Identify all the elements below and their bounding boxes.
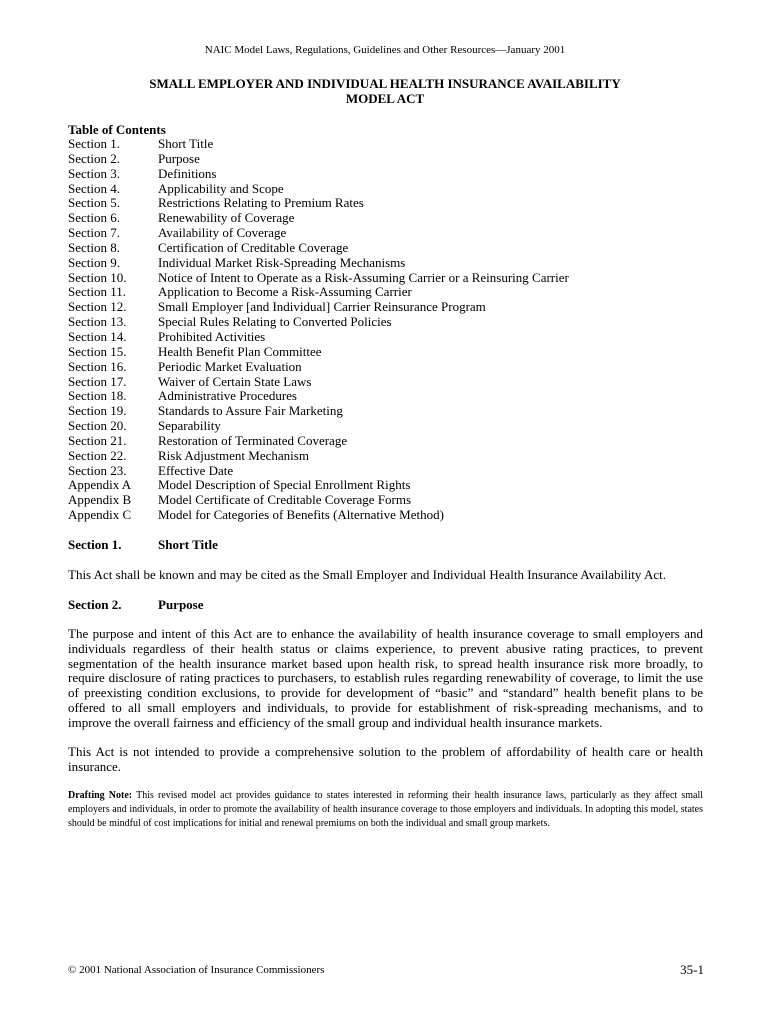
toc-entry-number: Section 8.: [68, 239, 120, 255]
toc-entry-number: Section 16.: [68, 358, 127, 374]
toc-entry-number: Section 9.: [68, 254, 120, 270]
toc-entry: [68, 449, 708, 464]
section-2-paragraph-2: This Act is not intended to provide a comprehensive solution to the problem of affordability of health care or health insurance.: [68, 744, 703, 774]
toc-entry-label: Prohibited Activities: [158, 328, 266, 344]
toc-entry-label: Model for Categories of Benefits (Alternative Method): [158, 507, 444, 523]
section-1-text: This Act shall be known and may be cited as the Small Employer and Individual Health Insurance Availability Act.: [68, 567, 666, 582]
toc-entry-number: Section 12.: [68, 299, 127, 315]
toc-entry: [68, 345, 708, 360]
toc-entry-label: Individual Market Risk-Spreading Mechanisms: [158, 254, 406, 270]
toc-entry-label: Restrictions Relating to Premium Rates: [158, 195, 364, 211]
toc-entry-number: Section 11.: [68, 284, 127, 300]
toc-entry-label: Applicability and Scope: [158, 180, 284, 196]
drafting-note-text: This revised model act provides guidance to states interested in reforming their health insurance laws, particularly as they affect small employers and individuals, in order to promote the availability of health insurance coverage to those employers and individuals. In adopting this model, states should be mindful of cost implications for initial and renewal premiums on both the individual and small group markets.: [68, 790, 703, 829]
toc-entry-number: Section 1.: [68, 136, 120, 151]
toc-entry-number: Section 15.: [68, 343, 127, 359]
toc-entry-number: Section 20.: [68, 418, 127, 434]
toc-entry-label: Standards to Assure Fair Marketing: [158, 403, 343, 419]
toc-entry-number: Section 14.: [68, 328, 127, 344]
toc-entry-label: Health Benefit Plan Committee: [158, 343, 322, 359]
section-1-heading: [68, 537, 218, 553]
toc-entry-label: Administrative Procedures: [158, 388, 297, 404]
toc-entry: [68, 389, 708, 404]
toc-entry-label: Separability: [158, 418, 221, 434]
toc-entry-number: Appendix A: [68, 477, 132, 493]
toc-entry-label: Certification of Creditable Coverage: [158, 239, 349, 255]
toc-entry-label: Small Employer [and Individual] Carrier Reinsurance Program: [158, 299, 486, 315]
toc-entry-label: Effective Date: [158, 462, 234, 478]
toc-entry: [68, 256, 708, 271]
toc-entry: [68, 493, 708, 508]
toc-entry-number: Appendix C: [68, 507, 132, 523]
toc-entry: [68, 211, 708, 226]
toc-entry-number: Section 6.: [68, 210, 120, 226]
drafting-note-label: Drafting Note:: [68, 790, 133, 801]
toc-heading: Table of Contents: [68, 122, 166, 137]
toc-entry-label: Notice of Intent to Operate as a Risk-Assuming Carrier or a Reinsuring Carrier: [158, 269, 569, 285]
toc-entry-label: Renewability of Coverage: [158, 210, 295, 226]
toc-entry-label: Model Certificate of Creditable Coverage Forms: [158, 492, 412, 508]
toc-entry-number: Section 17.: [68, 373, 127, 389]
toc-entry-number: Section 23.: [68, 462, 127, 478]
toc-entry: [68, 241, 708, 256]
toc-entry-label: Risk Adjustment Mechanism: [158, 447, 309, 463]
drafting-note: [68, 789, 703, 831]
toc-entry: [68, 360, 708, 375]
toc-entry-number: Section 7.: [68, 225, 120, 241]
toc-entry: [68, 152, 708, 167]
toc-entry-label: Model Description of Special Enrollment Rights: [158, 477, 411, 493]
toc-entry-label: Purpose: [158, 150, 200, 166]
section-2-paragraph-1: The purpose and intent of this Act are to enhance the availability of health insurance coverage to small employers and individuals regardless of their health status or claims experience, to prevent abusive rating practices, to prevent segmentation of the health insurance market based upon health risk, to spread health insurance risk more broadly, to require disclosure of rating practices to purchasers, to establish rules regarding renewability of coverage, to limit the use of preexisting condition exclusions, to provide for development of “basic” and “standard” health benefit plans to be offered to all small employers and individuals, to provide for establishment of risk-spreading mechanisms, and to improve the overall fairness and efficiency of the small group and individual health insurance markets.: [68, 626, 703, 730]
section-2-title: Purpose: [158, 597, 204, 612]
section-1-number: Section 1.: [68, 537, 122, 552]
toc-entry-label: Periodic Market Evaluation: [158, 358, 302, 374]
toc-entry-number: Section 10.: [68, 269, 127, 285]
toc-entry: [68, 434, 708, 449]
running-header: NAIC Model Laws, Regulations, Guidelines and Other Resources—January 2001: [204, 44, 566, 56]
toc-entry: [68, 182, 708, 197]
toc-entry: [68, 226, 708, 241]
title-line-1: SMALL EMPLOYER AND INDIVIDUAL HEALTH INSURANCE AVAILABILITY: [149, 76, 621, 91]
section-1-title: Short Title: [158, 537, 218, 552]
toc-entry: [68, 137, 708, 152]
toc-entry: [68, 196, 708, 211]
footer-page-number: 35-1: [680, 962, 704, 977]
toc-entry: [68, 478, 708, 493]
toc-entry-label: Special Rules Relating to Converted Policies: [158, 314, 392, 330]
toc-entry: [68, 167, 708, 182]
toc-entry: [68, 330, 708, 345]
section-2-heading: [68, 597, 204, 613]
document-title: [0, 76, 770, 106]
toc-entry-number: Section 5.: [68, 195, 120, 211]
section-2-number: Section 2.: [68, 597, 122, 612]
toc-entry: [68, 419, 708, 434]
toc-entry: [68, 464, 708, 479]
toc-entry: [68, 404, 708, 419]
toc-entry: [68, 271, 708, 286]
toc-list: [68, 137, 708, 523]
toc-entry-number: Section 3.: [68, 165, 120, 181]
toc-entry-number: Section 4.: [68, 180, 120, 196]
toc-entry-number: Section 2.: [68, 150, 120, 166]
toc-entry-label: Restoration of Terminated Coverage: [158, 432, 348, 448]
toc-entry-label: Definitions: [158, 165, 217, 181]
toc-entry-number: Appendix B: [68, 492, 132, 508]
toc-entry-label: Availability of Coverage: [158, 225, 287, 241]
table-of-contents: [68, 122, 708, 523]
toc-entry: [68, 375, 708, 390]
toc-entry: [68, 285, 708, 300]
title-line-2: MODEL ACT: [345, 91, 425, 106]
toc-entry: [68, 508, 708, 523]
toc-entry-label: Waiver of Certain State Laws: [158, 373, 312, 389]
toc-entry-number: Section 22.: [68, 447, 127, 463]
footer-copyright: © 2001 National Association of Insurance Commissioners: [68, 964, 325, 976]
toc-entry-number: Section 13.: [68, 314, 127, 330]
toc-entry-number: Section 21.: [68, 432, 127, 448]
toc-entry-label: Short Title: [158, 136, 214, 151]
toc-entry: [68, 300, 708, 315]
toc-entry-number: Section 19.: [68, 403, 127, 419]
toc-entry-label: Application to Become a Risk-Assuming Carrier: [158, 284, 412, 300]
toc-entry-number: Section 18.: [68, 388, 127, 404]
toc-entry: [68, 315, 708, 330]
